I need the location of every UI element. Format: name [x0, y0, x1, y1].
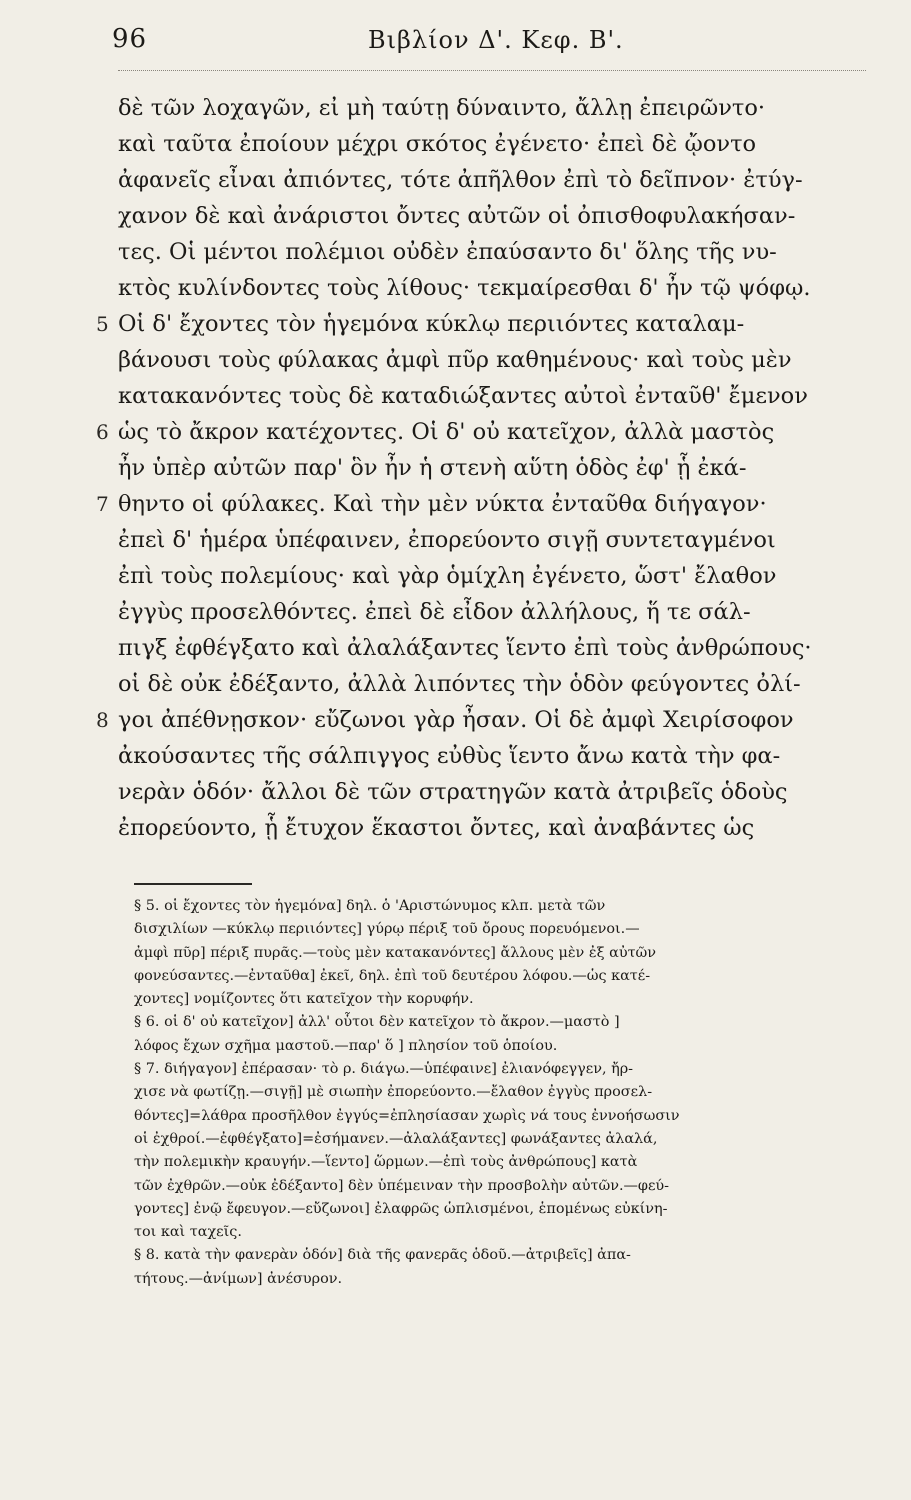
footnote-line: § 7. διήγαγον] ἐπέρασαν· τὸ ρ. διάγω.—ὑπέφαινε] ἐλιανόφεγγεν, ἤρ-	[134, 1061, 634, 1078]
footnote-line: οἱ ἐχθροί.—ἐφθέγξατο]=ἐσήμανεν.—ἀλαλάξαντες] φωνάξαντες ἀλαλά,	[134, 1130, 658, 1147]
text-line	[118, 270, 878, 306]
line-text: βάνουσι τοὺς φύλακας ἀμφὶ πῦρ καθημένους· καὶ τοὺς μὲν	[118, 347, 792, 373]
line-text: ἀκούσαντες τῆς σάλπιγγος εὐθὺς ἵεντο ἄνω κατὰ τὴν φα-	[118, 743, 781, 769]
footnote-line: § 6. οἱ δ' οὐ κατεῖχον] ἀλλ' οὗτοι δὲν κατεῖχον τὸ ἄκρον.—μαστὸ ]	[134, 1014, 620, 1031]
line-text: ἐπορεύοντο, ᾗ ἔτυχον ἕκαστοι ὄντες, καὶ ἀναβάντες ὡς	[118, 815, 755, 841]
line-text: κατακανόντες τοὺς δὲ καταδιώξαντες αὐτοὶ ἐνταῦθ' ἔμενον	[118, 383, 808, 409]
text-line	[118, 234, 878, 270]
text-line	[96, 306, 878, 342]
text-line	[118, 126, 878, 162]
line-text: ὡς τὸ ἄκρον κατέχοντες. Οἱ δ' οὐ κατεῖχον, ἀλλὰ μαστὸς	[118, 419, 775, 445]
text-line	[118, 342, 878, 378]
text-line	[118, 378, 878, 414]
line-text: Οἱ δ' ἔχοντες τὸν ἡγεμόνα κύκλῳ περιιόντες καταλαμ-	[118, 311, 745, 337]
footnote-line: ἀμφὶ πῦρ] πέριξ πυρᾶς.—τοὺς μὲν κατακανόντες] ἄλλους μὲν ἐξ αὐτῶν	[134, 944, 657, 961]
text-line	[118, 774, 878, 810]
text-line	[118, 666, 878, 702]
page-number: 96	[112, 24, 148, 54]
text-line	[96, 486, 878, 522]
text-line	[118, 738, 878, 774]
footnote-line: λόφος ἔχων σχῆμα μαστοῦ.—παρ' ὅ ] πλησίον τοῦ ὁποίου.	[134, 1037, 558, 1054]
text-line	[96, 414, 878, 450]
footnote-line: τήτους.—ἀνίμων] ἀνέσυρον.	[134, 1270, 343, 1287]
text-line	[118, 558, 878, 594]
footnote-line: γοντες] ἐνῷ ἔφευγον.—εὔζωνοι] ἐλαφρῶς ὡπλισμένοι, ἑπομένως εὐκίνη-	[134, 1200, 668, 1217]
line-text: καὶ ταῦτα ἐποίουν μέχρι σκότος ἐγένετο· ἐπεὶ δὲ ᾤοντο	[118, 131, 757, 157]
footnote-line: § 8. κατὰ τὴν φανερὰν ὁδόν] διὰ τῆς φανερᾶς ὁδοῦ.—ἀτριβεῖς] ἀπα-	[134, 1247, 631, 1264]
line-text: γοι ἀπέθνῃσκον· εὔζωνοι γὰρ ἦσαν. Οἱ δὲ ἀμφὶ Χειρίσοφον	[118, 707, 794, 733]
line-text: οἱ δὲ οὐκ ἐδέξαντο, ἀλλὰ λιπόντες τὴν ὁδὸν φεύγοντες ὀλί-	[118, 671, 801, 697]
text-line	[96, 702, 878, 738]
section-number: 7	[96, 492, 109, 516]
text-line	[118, 450, 878, 486]
footnote-line: θόντες]=λάθρα προσῆλθον ἐγγύς=ἐπλησίασαν χωρὶς νά τους ἐννοήσωσιν	[134, 1107, 680, 1124]
header-rule	[118, 70, 866, 71]
line-text: θηντο οἱ φύλακες. Καὶ τὴν μὲν νύκτα ἐνταῦθα διήγαγον·	[118, 491, 767, 517]
line-text: νερὰν ὁδόν· ἄλλοι δὲ τῶν στρατηγῶν κατὰ ἀτριβεῖς ὁδοὺς	[118, 779, 788, 805]
line-text: τες. Οἱ μέντοι πολέμιοι οὐδὲν ἐπαύσαντο δι' ὅλης τῆς νυ-	[118, 239, 777, 265]
line-text: ἦν ὑπὲρ αὐτῶν παρ' ὃν ἦν ἡ στενὴ αὕτη ὁδὸς ἐφ' ᾗ ἐκά-	[118, 455, 747, 481]
footnote-line: τὴν πολεμικὴν κραυγήν.—ἵεντο] ὥρμων.—ἐπὶ τοὺς ἀνθρώπους] κατὰ	[134, 1154, 638, 1171]
text-line	[118, 522, 878, 558]
text-line	[118, 630, 878, 666]
footnote-line: δισχιλίων —κύκλῳ περιιόντες] γύρῳ πέριξ τοῦ ὄρους πορευόμενοι.—	[134, 921, 640, 938]
footnote-line: § 5. οἱ ἔχοντες τὸν ἡγεμόνα] δηλ. ὁ 'Αριστώνυμος κλπ. μετὰ τῶν	[134, 898, 606, 914]
line-text: κτὸς κυλίνδοντες τοὺς λίθους· τεκμαίρεσθαι δ' ἦν τῷ ψόφῳ.	[118, 275, 811, 301]
section-number: 6	[96, 420, 109, 444]
line-text: δὲ τῶν λοχαγῶν, εἰ μὴ ταύτῃ δύναιντο, ἄλλῃ ἐπειρῶντο·	[118, 95, 766, 121]
line-text: χανον δὲ καὶ ἀνάριστοι ὄντες αὐτῶν οἱ ὀπισθοφυλακήσαν-	[118, 203, 796, 229]
text-line	[118, 198, 878, 234]
footnote-rule	[134, 883, 252, 885]
footnote-line: φονεύσαντες.—ἐνταῦθα] ἐκεῖ, δηλ. ἐπὶ τοῦ δευτέρου λόφου.—ὡς κατέ-	[134, 967, 651, 984]
footnote-line: χισε νὰ φωτίζῃ.—σιγῇ] μὲ σιωπὴν ἐπορεύοντο.—ἔλαθον ἐγγὺς προσελ-	[134, 1084, 653, 1101]
line-text: ἐπεὶ δ' ἡμέρα ὑπέφαινεν, ἐπορεύοντο σιγῇ συντεταγμένοι	[118, 527, 776, 553]
line-text: ἀφανεῖς εἶναι ἀπιόντες, τότε ἀπῆλθον ἐπὶ τὸ δεῖπνον· ἐτύγ-	[118, 167, 803, 193]
section-number: 5	[96, 312, 109, 336]
main-text	[96, 90, 878, 846]
line-text: πιγξ ἐφθέγξατο καὶ ἀλαλάξαντες ἵεντο ἐπὶ τοὺς ἀνθρώπους·	[118, 635, 812, 661]
line-text: ἐγγὺς προσελθόντες. ἐπεὶ δὲ εἶδον ἀλλήλους, ἥ τε σάλ-	[118, 599, 751, 625]
running-head: Βιβλίον Δ'. Κεφ. Β'.	[368, 26, 624, 54]
footnote-line: τοι καὶ ταχεῖς.	[134, 1224, 242, 1241]
line-text: ἐπὶ τοὺς πολεμίους· καὶ γὰρ ὁμίχλη ἐγένετο, ὥστ' ἔλαθον	[118, 563, 777, 589]
section-number: 8	[96, 708, 109, 732]
footnote-line: χοντες] νομίζοντες ὅτι κατεῖχον τὴν κορυφήν.	[134, 991, 474, 1008]
text-line	[118, 594, 878, 630]
footnote-line: τῶν ἐχθρῶν.—οὐκ ἐδέξαντο] δὲν ὑπέμειναν τὴν προσβολὴν αὐτῶν.—φεύ-	[134, 1177, 670, 1194]
text-line	[118, 810, 878, 846]
text-line	[118, 162, 878, 198]
footnotes	[134, 895, 879, 1291]
text-line	[118, 90, 878, 126]
